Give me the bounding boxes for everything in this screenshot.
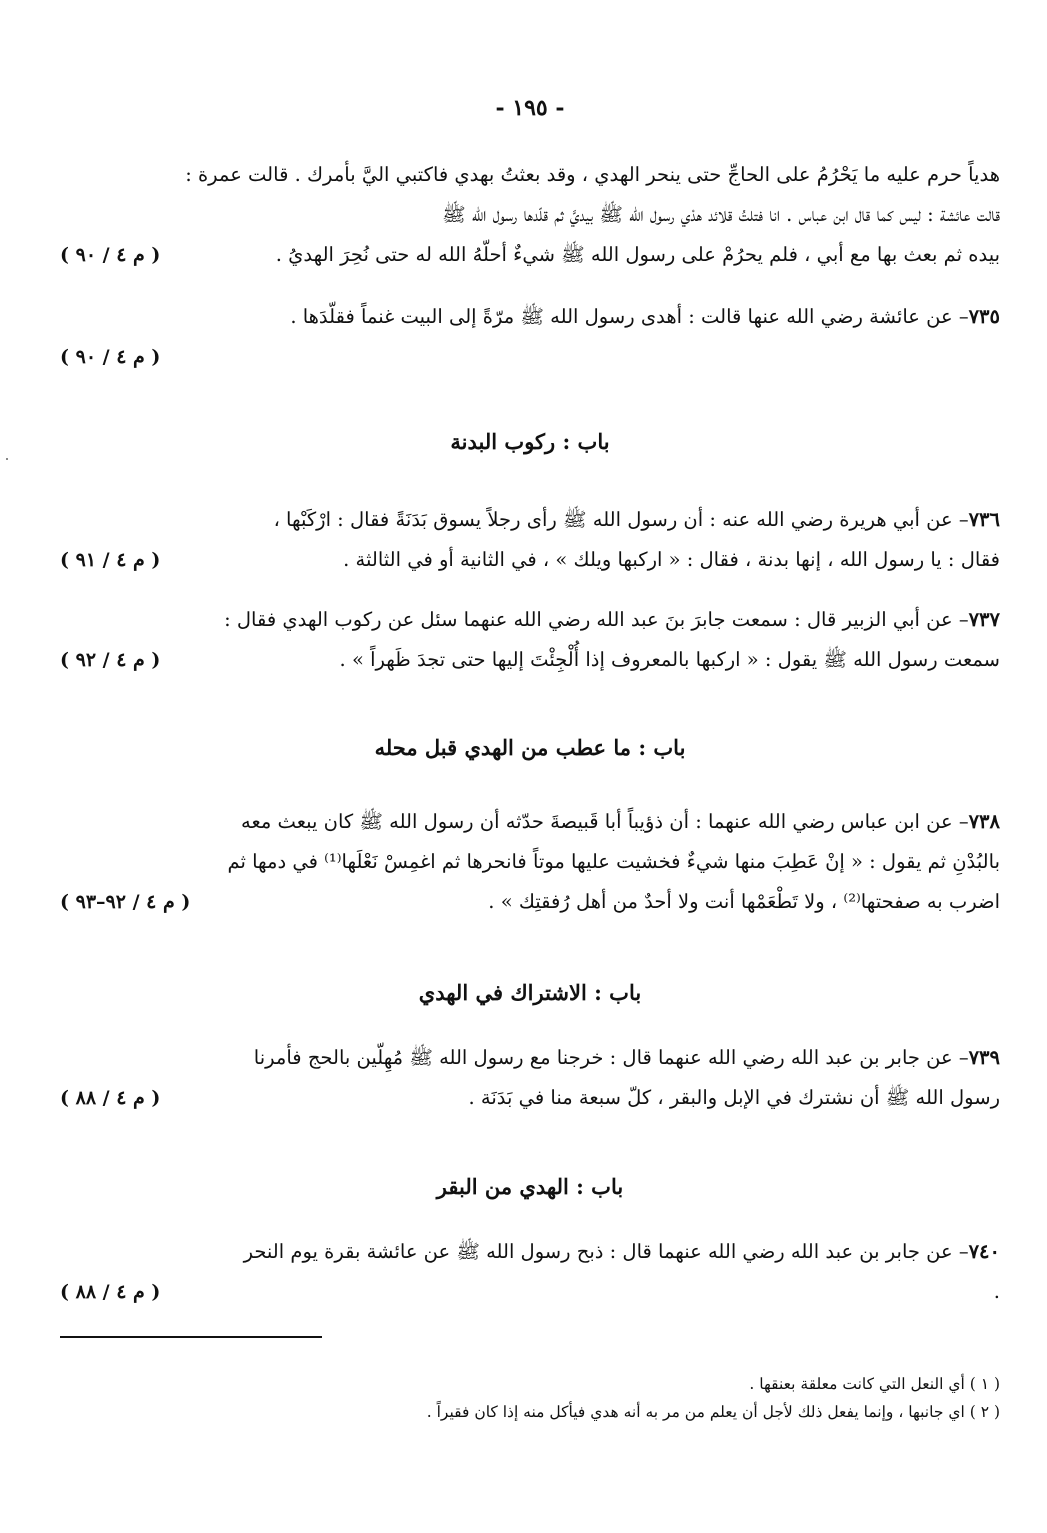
source-reference: ( م ٤ / ٩١ ) (60, 549, 161, 571)
hadith-number: ٧٣٩ (968, 1046, 1000, 1069)
hadith-740 (60, 1232, 1000, 1312)
text-line (60, 1232, 1000, 1272)
hadith-number: ٧٣٦ (968, 508, 1000, 531)
source-reference: ( م ٤ / ٩٢ ) (60, 649, 161, 671)
text-line (60, 600, 1000, 640)
line-text: اضرب به صفحتها⁽²⁾ ، ولا تَطْعَمْها أنت ولا أحدٌ من أهل رُفقتِك » . (488, 890, 1000, 913)
hadith-text: – عن عائشة رضي الله عنها قالت : أهدى رسول الله ﷺ مرّةً إلى البيت غنماً فقلّدَها . (290, 305, 969, 328)
line-text (244, 1232, 1000, 1272)
text-line (60, 297, 1000, 337)
source-reference: ( م ٤ / ٩٠ ) (60, 244, 161, 266)
hadith-number: ٧٤٠ (968, 1240, 1000, 1263)
hadith-number: ٧٣٧ (968, 608, 1000, 631)
hadith-number: ٧٣٨ (968, 810, 1000, 833)
line-text: . (993, 1280, 1000, 1303)
source-reference: ( م ٤ / ٩٢–٩٣ ) (60, 891, 191, 913)
footnotes (60, 1370, 1000, 1426)
line-text: هدياً حرم عليه ما يَحْرُمُ على الحاجِّ حتى ينحر الهدي ، وقد بعثتُ بهدي فاكتبي اليَّ بأمرك . قالت عمرة : (185, 163, 1000, 186)
hadith-text: – عن ابن عباس رضي الله عنهما : أن ذؤيباً أبا قَبيصةَ حدّثه أن رسول الله ﷺ كان يبعث معه (241, 810, 969, 833)
chapter-heading: باب : ما عطب من الهدي قبل محله (374, 735, 686, 760)
line-text: فقال : يا رسول الله ، إنها بدنة ، فقال : « اركبها ويلك » ، في الثانية أو في الثالثة . (343, 548, 1000, 571)
hadith-text: – عن أبي الزبير قال : سمعت جابرَ بنَ عبد الله رضي الله عنهما سئل عن ركوب الهدي فقال : (224, 608, 969, 631)
source-reference: ( م ٤ / ٨٨ ) (60, 1281, 161, 1303)
line-text (254, 1038, 1000, 1078)
hadith-text: – عن جابر بن عبد الله رضي الله عنهما قال : ذبح رسول الله ﷺ عن عائشة بقرة يوم النحر (243, 1240, 969, 1263)
chapter-heading: باب : الاشتراك في الهدي (418, 980, 642, 1005)
hadith-735 (60, 297, 1000, 377)
line-text (290, 297, 1000, 337)
text-line (60, 1272, 1000, 1312)
margin-mark (6, 458, 8, 460)
line-text (241, 802, 1000, 842)
hadith-737 (60, 600, 1000, 680)
chapter-heading: باب : ركوب البدنة (450, 429, 610, 454)
text-line (60, 1038, 1000, 1078)
text-line (60, 540, 1000, 580)
document-page (60, 0, 1000, 1533)
hadith-text: – عن أبي هريرة رضي الله عنه : أن رسول الله ﷺ رأى رجلاً يسوق بَدَنَةً فقال : ارْكَبْها ، (273, 508, 969, 531)
footnote-2: ( ٢ ) اي جانبها ، وإنما يفعل ذلك لأجل أن يعلم من مر به أنه هدي فيأكل منه إذا كان فقيراً . (426, 1403, 1000, 1421)
hadith-736 (60, 500, 1000, 580)
text-line (60, 155, 1000, 195)
page-number: - ١٩٥ - (495, 95, 565, 121)
text-line (60, 842, 1000, 882)
text-line (60, 802, 1000, 842)
footnote-divider (60, 1336, 322, 1338)
text-line (60, 195, 1000, 235)
line-text: رسول الله ﷺ أن نشترك في الإبل والبقر ، كلّ سبعة منا في بَدَنَة . (468, 1086, 1000, 1109)
footnote-1: ( ١ ) أي النعل التي كانت معلقة بعنقها . (749, 1375, 1000, 1393)
line-text: سمعت رسول الله ﷺ يقول : « اركبها بالمعروف إذا أُلْجِئْتَ إليها حتى تجدَ ظَهراً » . (339, 648, 1000, 671)
hadith-number: ٧٣٥ (968, 305, 1000, 328)
source-reference: ( م ٤ / ٨٨ ) (60, 1087, 161, 1109)
line-text: بالبُدْنِ ثم يقول : « إنْ عَطِبَ منها شيءٌ فخشيت عليها موتاً فانحرها ثم اغمِسْ نَعْلَها⁽¹⁾ في دمها ثم (227, 850, 1000, 873)
line-text (224, 600, 1000, 640)
text-line (60, 235, 1000, 275)
text-line (60, 500, 1000, 540)
hadith-739 (60, 1038, 1000, 1118)
text-line (60, 1078, 1000, 1118)
line-text: قالت عائشة : ليس كما قال ابن عباس . انا فتلتُ قلائد هدْي رسول الله ﷺ بيديَّ ثم قلّدها رسول الله ﷺ (442, 203, 1000, 226)
hadith-text: – عن جابر بن عبد الله رضي الله عنهما قال : خرجنا مع رسول الله ﷺ مُهِلّين بالحج فأمرنا (253, 1046, 969, 1069)
text-line (60, 337, 1000, 377)
source-reference: ( م ٤ / ٩٠ ) (60, 346, 161, 368)
text-line (60, 640, 1000, 680)
text-line (60, 882, 1000, 922)
paragraph-continuation (60, 155, 1000, 275)
line-text (274, 500, 1000, 540)
line-text: بيده ثم بعث بها مع أبي ، فلم يحرُمْ على رسول الله ﷺ شيءٌ أحلّهُ الله له حتى نُحِرَ الهديُ . (275, 243, 1000, 266)
hadith-738 (60, 802, 1000, 922)
chapter-heading: باب : الهدي من البقر (436, 1174, 624, 1199)
